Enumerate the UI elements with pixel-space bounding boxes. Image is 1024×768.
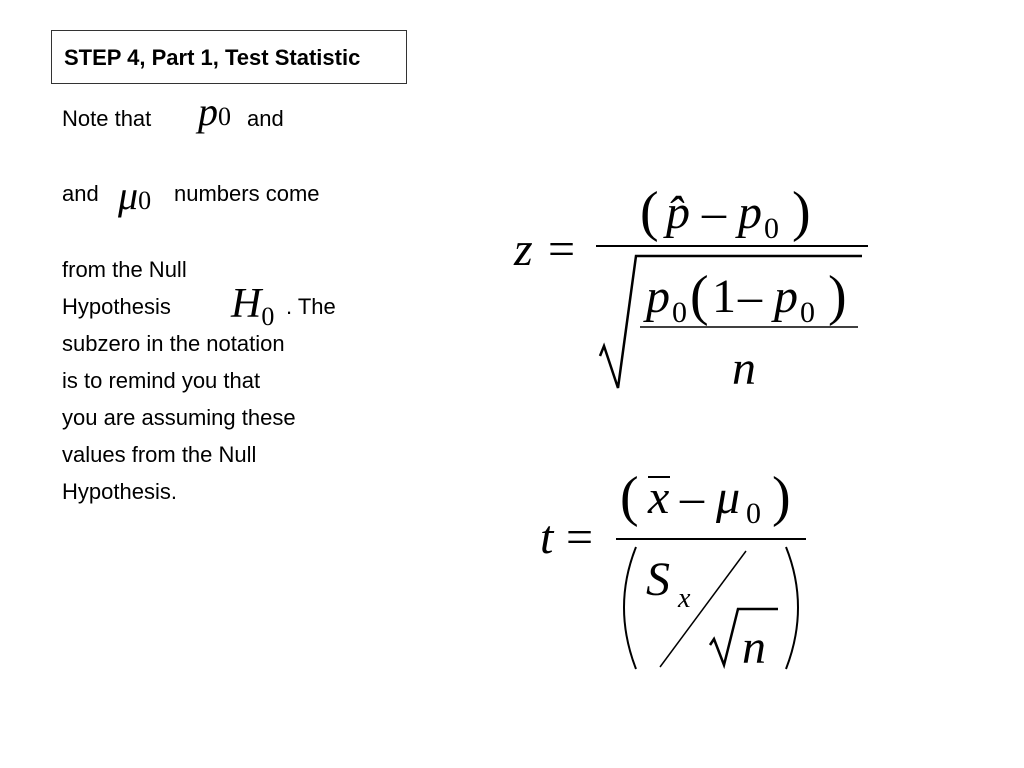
z-inner-sub0: 0 (672, 296, 687, 329)
z-inner-sub0b: 0 (800, 296, 815, 329)
t-mu: μ (716, 471, 741, 524)
hypothesis-text: Hypothesis (62, 294, 171, 319)
z-inner-lparen: ( (690, 265, 709, 327)
t-equals: = (566, 511, 594, 564)
z-equals: = (548, 223, 576, 276)
symbol-mu0: μ0 (118, 173, 152, 218)
t-num-minus: – (680, 471, 704, 524)
symbol-h0: H0 (231, 281, 275, 331)
z-inner-rparen: ) (828, 265, 847, 327)
z-phat: p̂ (666, 186, 690, 239)
z-num-lparen: ( (640, 181, 659, 243)
t-lhs: t (540, 511, 554, 564)
t-num-rparen: ) (772, 466, 791, 528)
the-text: . The (286, 294, 336, 319)
z-inner-p2: p (774, 270, 798, 323)
z-num-minus: – (702, 186, 726, 239)
z-inner-p: p (646, 270, 670, 323)
note-line (62, 100, 151, 137)
z-inner-one: 1 (712, 270, 736, 323)
t-sub-x: x (678, 583, 691, 614)
numbers-come-text: numbers come (174, 181, 320, 206)
slide-title: STEP 4, Part 1, Test Statistic (51, 30, 407, 84)
note-text-after: and (247, 106, 284, 131)
and-text: and (62, 181, 99, 206)
z-lhs: z (514, 223, 533, 276)
z-formula (500, 160, 880, 400)
t-xbar: x (648, 471, 670, 524)
z-inner-minus: – (738, 270, 762, 323)
from-null-text: from the Null (62, 257, 187, 282)
note-text-before: Note that (62, 106, 152, 131)
t-S: S (646, 553, 670, 606)
z-num-rparen: ) (792, 181, 811, 243)
t-sub0: 0 (746, 497, 761, 530)
paragraph-rest: subzero in the notation is to remind you that you are assuming these values from the Null Hypothesis. (62, 331, 296, 504)
t-den-rparen (786, 547, 798, 669)
t-slash (660, 551, 746, 667)
z-num-sub0: 0 (764, 212, 779, 245)
symbol-p0: p0 (198, 89, 231, 134)
z-num-p: p (738, 186, 762, 239)
t-formula (520, 455, 820, 685)
t-den-lparen (624, 547, 636, 669)
t-n: n (742, 621, 766, 674)
t-num-lparen: ( (620, 466, 639, 528)
z-inner-n: n (732, 342, 756, 395)
